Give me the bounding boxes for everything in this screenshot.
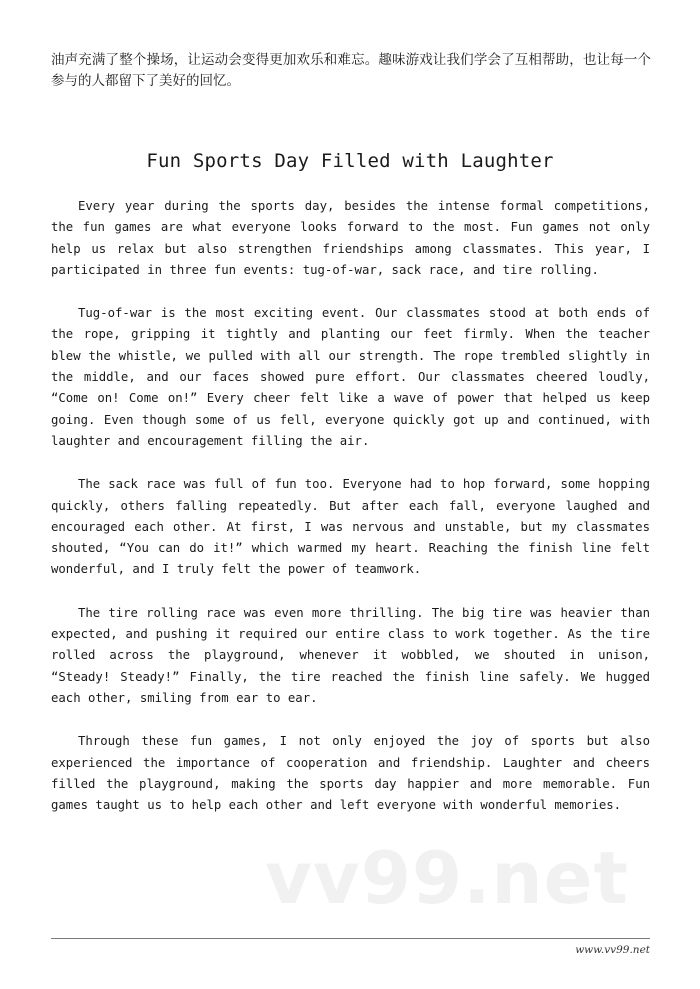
intro-paragraph-chinese: 油声充满了整个操场，让运动会变得更加欢乐和难忘。趣味游戏让我们学会了互相帮助，也让每一个参与的人都留下了美好的回忆。 — [51, 52, 651, 89]
essay-paragraph: The sack race was full of fun too. Everyone had to hop forward, some hopping quickly, others falling repeatedly. But after each fall, everyone laughed and encouraged each other. At first, I was nervous and unstable, but my classmates shouted, “You can do it!” which warmed my heart. Reaching the finish line felt wonderful, and I truly felt the power of teamwork. — [51, 477, 650, 577]
essay-paragraph: Every year during the sports day, besides the intense formal competitions, the fun games are what everyone looks forward to the most. Fun games not only help us relax but also strengthen friendships among classmates. This year, I participated in three fun events: tug-of-war, sack race, and tire rolling. — [51, 199, 650, 277]
essay-paragraph: The tire rolling race was even more thrilling. The big tire was heavier than expected, and pushing it required our entire class to work together. As the tire rolled across the playground, whenever it wobbled, we shouted in unison, “Steady! Steady!” Finally, the tire reached the finish line safely. We hugged each other, smiling from ear to ear. — [51, 605, 650, 705]
footer-divider — [51, 938, 650, 939]
watermark: vv99.net — [265, 836, 629, 920]
essay-paragraph: Through these fun games, I not only enjoyed the joy of sports but also experienced the importance of cooperation and friendship. Laughter and cheers filled the playground, making the sports day happier and more memorable. Fun games taught us to help each other and left everyone with wonderful memories. — [51, 734, 650, 813]
essay-title: Fun Sports Day Filled with Laughter — [146, 150, 554, 172]
footer-site-url: www.vv99.net — [575, 944, 650, 956]
essay-body — [51, 196, 650, 838]
essay-paragraph: Tug-of-war is the most exciting event. Our classmates stood at both ends of the rope, gripping it tightly and planting our feet firmly. When the teacher blew the whistle, we pulled with all our strength. The rope trembled slightly in the middle, and our faces showed pure effort. Our classmates cheered loudly, “Come on! Come on!” Every cheer felt like a wave of power that helped us keep going. Even though some of us fell, everyone quickly got up and continued, with laughter and encouragement filling the air. — [51, 306, 650, 448]
